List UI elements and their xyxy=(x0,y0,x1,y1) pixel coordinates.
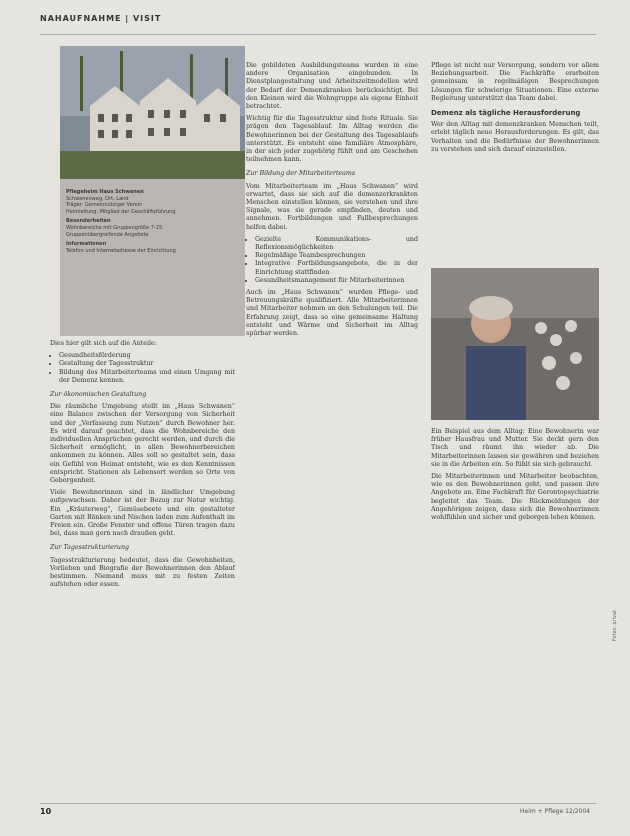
col1-bullet-list xyxy=(50,352,235,385)
col1-subheading: Zur ökonomischen Gestaltung xyxy=(50,391,147,399)
col2-paragraph: Auch im „Haus Schwanen“ wurden Pflege- und Betreuungskräfte qualifiziert. Alle Mitarbeiterinnen und Mitarbeiter nehmen an den Schulungen teil. Die Erfahrung zeigt, dass so eine gemeinsame Haltung entsteht und Wärme und Sicherheit im Alltag spürbar werden. xyxy=(246,289,418,338)
info-caption-line: Heimleitung: Mitglied der Geschäftsführung xyxy=(66,208,176,215)
col1-subheading: Zur Tagesstrukturierung xyxy=(50,544,130,552)
page-footer xyxy=(40,803,596,818)
list-item: • Integrative Fortbildungsangebote, die in der Einrichtung stattfinden xyxy=(255,260,418,276)
info-caption-line: Träger: Gemeinnütziger Verein xyxy=(66,202,143,209)
page-number: 10 xyxy=(40,807,52,816)
section-header: NAHAUFNAHME | VISIT xyxy=(40,14,162,23)
col2-paragraph: Wichtig für die Tagesstruktur sind feste Rituale. Sie prägen den Tagesablauf. Im Alltag werden die Bewohnerinnen bei der Gestaltung des Tagesablaufs unterstützt. Es entsteht eine familiäre Atmosphäre, in der sich jeder zugehörig fühlt und am Geschehen teilnehmen kann. xyxy=(246,115,418,164)
list-item: • Gezielte Kommunikations- und Reflexionsmöglichkeiten xyxy=(255,236,418,252)
col3-paragraph: Die Mitarbeiterinnen und Mitarbeiter beobachten, wie es den Bewohnerinnen geht, und passen ihre Angebote an. Eine Fachkraft für Gerontopsychiatrie begleitet das Team. Die Rückmeldungen der Angehörigen zeigen, dass sich die Bewohnerinnen wohlfühlen und sicher und geborgen leben können. xyxy=(431,473,599,522)
column-3-lower xyxy=(431,428,599,526)
header-rule xyxy=(40,34,596,35)
col3-heading: Demenz als tägliche Herausforderung xyxy=(431,109,581,118)
list-item: • Regelmäßige Teambesprechungen xyxy=(255,252,418,260)
list-item: • Gesundheitsmanagement für Mitarbeiterinnen xyxy=(255,277,418,285)
resident-illustration xyxy=(431,268,599,420)
col3-paragraph: Pflege ist nicht nur Versorgung, sondern vor allem Beziehungsarbeit. Die Fachkräfte erarbeiten gemeinsam in regelmäßigen Besprechungen Lösungen für schwierige Situationen. Eine externe Begleitung unterstützt das Team dabei. xyxy=(431,62,599,102)
building-photo xyxy=(60,46,245,179)
building-illustration xyxy=(60,46,245,179)
info-section1-line: Wohnbereiche mit Gruppengröße 7-15 xyxy=(66,224,163,231)
col1-paragraph: Viele Bewohnerinnen sind in ländlicher Umgebung aufgewachsen. Daher ist der Bezug zur Natur wichtig. Ein „Kräuterweg“, Gemüsebeete und ein gestalteter Garten mit Bänken und Nischen laden zum Aufenthalt im Freien ein. Große Fenster und offene Türen tragen dazu bei, dass man gern nach draußen geht. xyxy=(50,489,235,538)
info-section2-title: Informationen xyxy=(66,241,107,248)
col1-paragraph: Tagesstrukturierung bedeutet, dass die Gewohnheiten, Vorlieben und Biografie der Bewohnerinnen den Ablauf bestimmen. Niemand muss mit zu festen Zeiten aufstehen oder essen. xyxy=(50,556,235,589)
info-box xyxy=(60,46,245,336)
col3-paragraph: Wer den Alltag mit demenzkranken Menschen teilt, erlebt täglich neue Herausforderungen. Es gilt, das Verhalten und die Bedürfnisse der Bewohnerinnen zu verstehen und sich darauf einzustellen. xyxy=(431,121,599,153)
issue-source: Heim + Pflege 12/2004 xyxy=(520,808,590,815)
col1-paragraph: Die räumliche Umgebung stellt im „Haus Schwanen“ eine Balance zwischen der Versorgung von Sicherheit und der „Verfassung zum Nutzen“ durch Bewohner her. Es wird darauf geachtet, dass die Wohnbereiche den individuellen Ansprüchen gerecht werden, und durch die Sicherheit ermöglicht, in allen Bewohnerbereichen ankommen zu können. Alles soll so gestaltet sein, dass ein Gefühl von Heimat entsteht, wie es den Kenntnissen entspricht. Stationen als Lebensort werden so Orte von Geborgenheit. xyxy=(50,403,235,485)
info-caption-line: Schwanenweg, Ort, Land xyxy=(66,195,129,202)
col2-bullet-list xyxy=(246,236,418,285)
list-item: • Bildung des Mitarbeiterteams und einen Umgang mit der Demenz kennen. xyxy=(59,369,235,385)
column-2 xyxy=(246,62,418,342)
info-section2-line: Telefon und Internetadresse der Einrichtung xyxy=(66,247,176,254)
col1-intro: Dies hier gilt sich auf die Anteile: xyxy=(50,340,157,347)
info-caption-title: Pflegeheim Haus Schwanen xyxy=(66,189,144,195)
info-caption xyxy=(66,186,236,254)
list-item: • Gesundheitsförderung xyxy=(59,352,235,360)
info-section1-line: Gruppenübergreifende Angebote xyxy=(66,231,149,238)
col2-paragraph: Vom Mitarbeiterteam im „Haus Schwanen“ wird erwartet, dass sie sich auf die demenzerkrankten Menschen einstellen können, sie verstehen und ihre Signale, was sie gerade empfinden, deuten und annehmen. Fortbildungen und Fallbesprechungen helfen dabei. xyxy=(246,182,418,231)
photo-credit: Fotos: privat xyxy=(612,610,618,642)
col3-paragraph: Ein Beispiel aus dem Alltag: Eine Bewohnerin war früher Hausfrau und Mutter. Sie deckt gern den Tisch und räumt ihn wieder ab. Die Mitarbeiterinnen lassen sie gewähren und beziehen sie in die Arbeiten ein. So fühlt sie sich gebraucht. xyxy=(431,428,599,468)
list-item: • Gestaltung der Tagesstruktur xyxy=(59,360,235,368)
info-section1-title: Besonderheiten xyxy=(66,218,111,225)
col2-subheading: Zur Bildung der Mitarbeiterteams xyxy=(246,170,356,178)
resident-photo xyxy=(431,268,599,420)
column-1 xyxy=(50,340,235,593)
column-3 xyxy=(431,62,599,158)
col2-paragraph: Die gebildeten Ausbildungsteams wurden in eine andere Organisation eingebunden. In Dienstplangestaltung und Arbeitszeitmodellen wird der Bedarf der Demenzkranken berücksichtigt. Bei den Kleinen wird die Wohngruppe als eigene Einheit betrachtet. xyxy=(246,62,418,111)
